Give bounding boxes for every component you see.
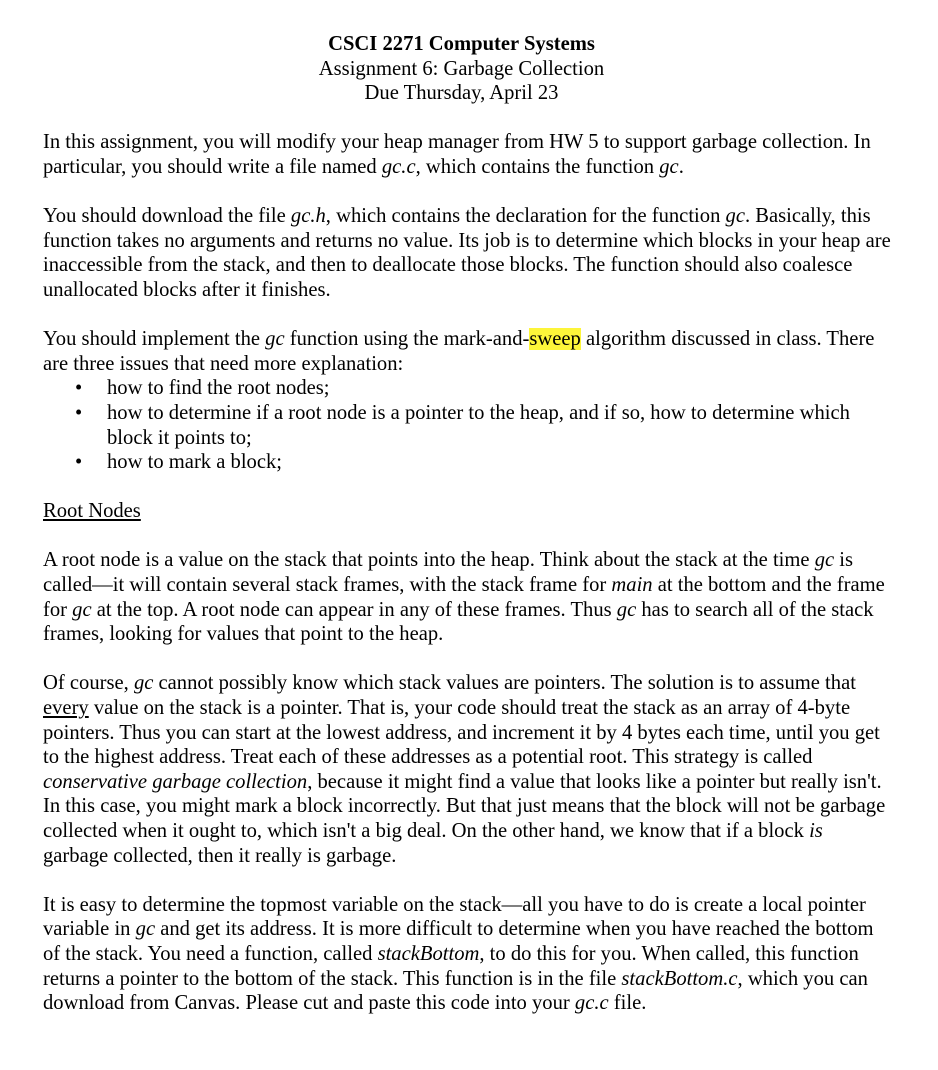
- function-gc: gc: [725, 205, 745, 228]
- root-node-paragraph: A root node is a value on the stack that points into the heap. Think about the stack at the time gc is called—it will contain several stack frames, with the stack frame for main at the bottom and the frame for gc at the top. A root node can appear in any of these frames. Thus gc has to search all of the stack frames, looking for values that point to the heap.: [43, 549, 885, 646]
- conservative-gc-paragraph: Of course, gc cannot possibly know which stack values are pointers. The solution is to assume that every value on the stack is a pointer. That is, your code should treat the stack as an array of 4-byte pointers. Thus you can start at the lowest address, and increment it by 4 bytes each time, until you get to the highest address. Treat each of these addresses as a potential root. This strategy is called conservative garbage collection, because it might find a value that looks like a pointer but really isn't. In this case, you might mark a block incorrectly. But that just means that the block will not be garbage collected when it ought to, which isn't a big deal. On the other hand, we know that if a block is garbage collected, then it really is garbage.: [43, 672, 886, 867]
- document-header: [30, 32, 893, 106]
- term-conservative-gc: conservative garbage collection: [43, 770, 308, 793]
- emphasized-word: every: [43, 697, 89, 720]
- function-main: main: [611, 574, 653, 597]
- section-heading: Root Nodes: [43, 500, 141, 523]
- function-gc: gc: [659, 155, 679, 178]
- filename-gc-c: gc.c: [574, 992, 609, 1015]
- assignment-title: Assignment 6: Garbage Collection: [318, 57, 605, 80]
- list-item: • how to find the root nodes;: [43, 376, 893, 401]
- function-stackbottom: stackBottom: [377, 942, 480, 965]
- filename-stackbottom-c: stackBottom.c: [621, 967, 738, 990]
- filename-gc-c: gc.c: [381, 155, 416, 178]
- algorithm-paragraph: You should implement the gc function using the mark-and-sweep algorithm discussed in class. There are three issues that need more explanation:: [43, 328, 875, 375]
- issues-list: [43, 376, 893, 474]
- intro-paragraph: In this assignment, you will modify your heap manager from HW 5 to support garbage collection. In particular, you should write a file named gc.c, which contains the function gc.: [43, 131, 871, 178]
- download-paragraph: You should download the file gc.h, which contains the declaration for the function gc. Basically, this function takes no arguments and returns no value. Its job is to determine which blocks in your heap are inaccessible from the stack, and then to deallocate those blocks. The function should also coalesce unallocated blocks after it finishes.: [43, 205, 891, 301]
- due-date: Due Thursday, April 23: [364, 82, 559, 105]
- function-gc: gc: [265, 328, 285, 351]
- course-title: CSCI 2271 Computer Systems: [328, 33, 595, 55]
- list-item: • how to mark a block;: [43, 450, 893, 475]
- filename-gc-h: gc.h: [290, 205, 326, 228]
- list-item: • how to determine if a root node is a pointer to the heap, and if so, how to determine which block it points to;: [43, 401, 893, 450]
- document-page: [43, 32, 893, 1016]
- highlighted-word: sweep: [529, 328, 581, 351]
- stack-bottom-paragraph: It is easy to determine the topmost variable on the stack—all you have to do is create a local pointer variable in gc and get its address. It is more difficult to determine when you have reached the bottom of the stack. You need a function, called stackBottom, to do this for you. When called, this function returns a pointer to the bottom of the stack. This function is in the file stackBottom.c, which you can download from Canvas. Please cut and paste this code into your gc.c file.: [43, 893, 874, 1015]
